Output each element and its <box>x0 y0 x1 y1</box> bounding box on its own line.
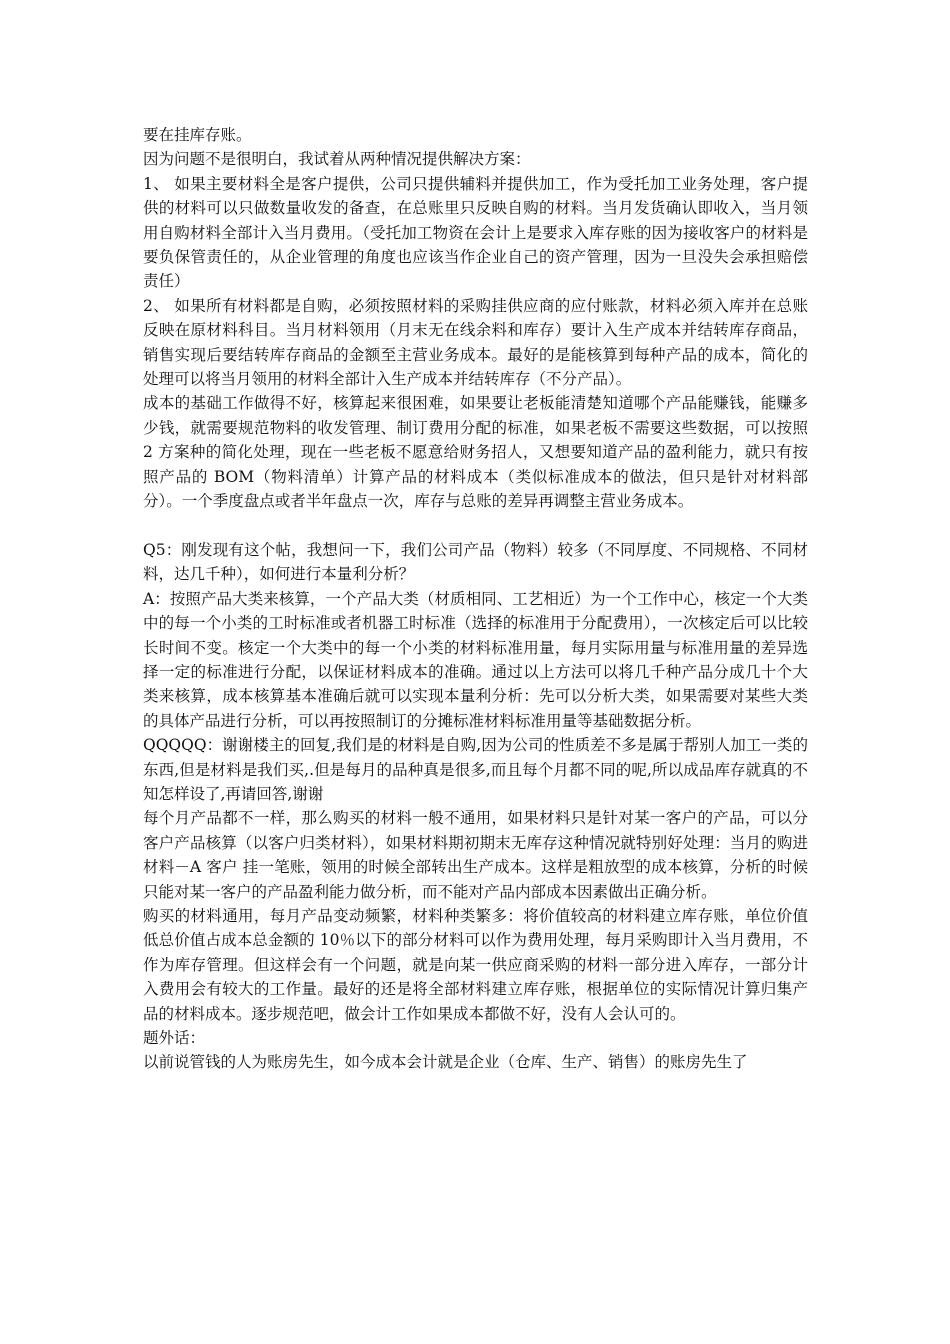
paragraph: 购买的材料通用，每月产品变动频繁，材料种类繁多：将价值较高的材料建立库存账，单位价值低总价值占成本总金额的 10％以下的部分材料可以作为费用处理，每月采购即计入当月费用，不作为库存管理。但这样会有一个问题，就是向某一供应商采购的材料一部分进入库存，一部分计入费用会有较大的工作量。最好的还是将全部材料建立库存账，根据单位的实际情况计算归集产品的材料成本。逐步规范吧，做会计工作如果成本都做不好，没有人会认可的。 <box>143 906 808 1023</box>
paragraph: 要在挂库存账。 <box>143 126 252 144</box>
question-q5: Q5：刚发现有这个帖，我想问一下，我们公司产品（物料）较多（不同厚度、不同规格、不同材料，达几千种），如何进行本量利分析？ <box>143 540 808 584</box>
follow-up-question: QQQQQ：谢谢楼主的回复,我们是的材料是自购,因为公司的性质差不多是属于帮别人加工一类的东西,但是材料是我们买,.但是每月的品种真是很多,而且每个月都不同的呢,所以成品库存就真的不知怎样设了,再请回答,谢谢 <box>143 736 808 803</box>
paragraph: 成本的基础工作做得不好，核算起来很困难，如果要让老板能清楚知道哪个产品能赚钱，能赚多少钱，就需要规范物料的收发管理、制订费用分配的标准，如果老板不需要这些数据，可以按照 2 方案种的简化处理，现在一些老板不愿意给财务招人，又想要知道产品的盈利能力，就只有按照产品的 BOM（物料清单）计算产品的材料成本（类似标准成本的做法，但只是针对材料部分）。一个季度盘点或者半年盘点一次，库存与总账的差异再调整主营业务成本。 <box>143 394 808 511</box>
list-item-2: 2、 如果所有材料都是自购，必须按照材料的采购挂供应商的应付账款，材料必须入库并在总账反映在原材料科目。当月材料领用（月末无在线余料和库存）要计入生产成本并结转库存商品，销售实现后要结转库存商品的金额至主营业务成本。最好的是能核算到每种产品的成本，简化的处理可以将当月领用的材料全部计入生产成本并结转库存（不分产品）。 <box>143 296 808 389</box>
aside-heading: 题外话： <box>143 1029 206 1048</box>
document-body <box>143 123 808 1075</box>
list-item-1: 1、 如果主要材料全是客户提供，公司只提供辅料并提供加工，作为受托加工业务处理，客户提供的材料可以只做数量收发的备查，在总账里只反映自购的材料。当月发货确认即收入，当月领用自购材料全部计入当月费用。（受托加工物资在会计上是要求入库存账的因为接收客户的材料是要负保管责任的，从企业管理的角度也应该当作企业自己的资产管理，因为一旦没失会承担赔偿责任） <box>143 174 808 291</box>
paragraph: 每个月产品都不一样，那么购买的材料一般不通用，如果材料只是针对某一客户的产品，可以分客户产品核算（以客户归类材料），如果材料期初期末无库存这种情况就特别好处理：当月的购进 材料－A 客户 挂一笔账，领用的时候全部转出生产成本。这样是粗放型的成本核算，分析的时候只能对某一客户的产品盈利能力做分析，而不能对产品内部成本因素做出正确分析。 <box>143 809 808 901</box>
blank-line <box>143 514 808 538</box>
answer-a: A：按照产品大类来核算，一个产品大类（材质相同、工艺相近）为一个工作中心，核定一个大类中的每一个小类的工时标准或者机器工时标准（选择的标准用于分配费用），一次核定后可以比较长时间不变。核定一个大类中的每一个小类的材料标准用量，每月实际用量与标准用量的差异选择一定的标准进行分配，以保证材料成本的准确。通过以上方法可以将几千种产品分成几十个大类来核算，成本核算基本准确后就可以实现本量利分析：先可以分析大类，如果需要对某些大类的具体产品进行分析，可以再按照制订的分摊标准材料标准用量等基础数据分析。 <box>143 589 808 730</box>
paragraph: 因为问题不是很明白，我试着从两种情况提供解决方案： <box>143 150 531 169</box>
paragraph: 以前说管钱的人为账房先生，如今成本会计就是企业（仓库、生产、销售）的账房先生了 <box>143 1053 748 1072</box>
